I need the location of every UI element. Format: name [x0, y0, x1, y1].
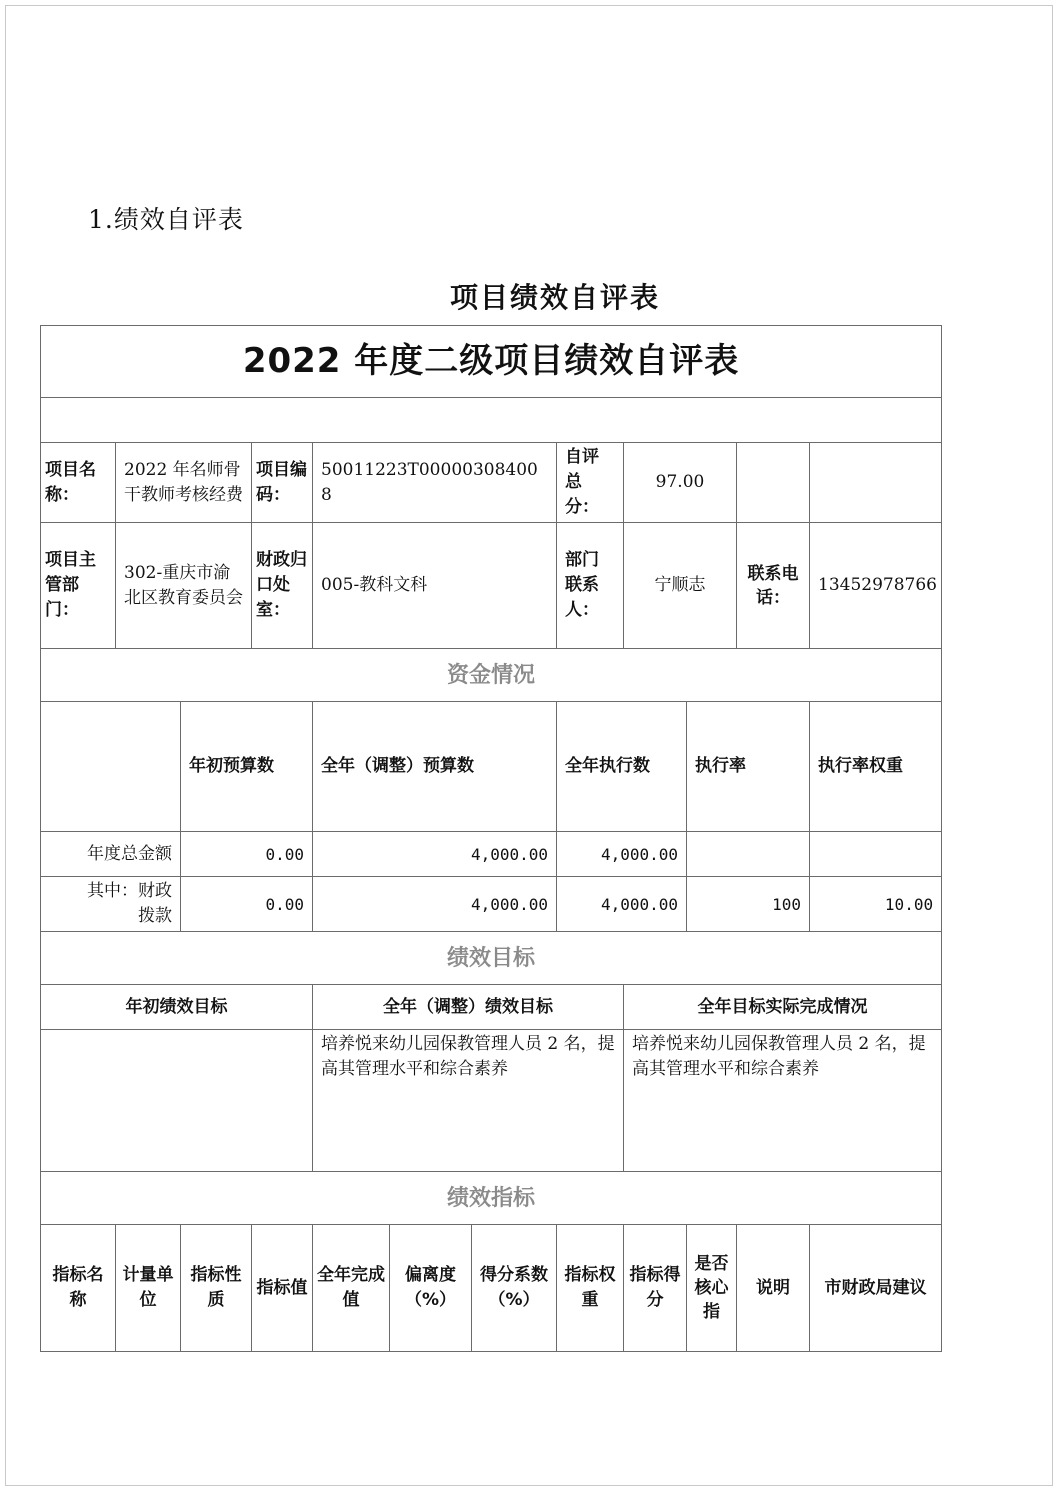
- funds-corner-cell: [41, 702, 181, 832]
- funds-cell: 4,000.00: [557, 832, 687, 877]
- funds-row-label: 其中：财政拨款: [41, 877, 181, 932]
- funds-row: [41, 877, 942, 932]
- funds-cell: 4,000.00: [557, 877, 687, 932]
- goals-header-initial: 年初绩效目标: [41, 985, 313, 1030]
- funds-cell: [810, 832, 942, 877]
- goals-adjusted-value: 培养悦来幼儿园保教管理人员 2 名，提高其管理水平和综合素养: [313, 1030, 624, 1172]
- project-code-value: 50011223T000003084008: [313, 443, 557, 523]
- self-score-value: 97.00: [624, 443, 737, 523]
- indicator-header-deviation: 偏离度（%）: [390, 1225, 472, 1352]
- goals-section-header: 绩效目标: [41, 932, 942, 985]
- phone-value: 13452978766: [810, 523, 942, 649]
- table-title: 2022 年度二级项目绩效自评表: [41, 326, 942, 398]
- contact-value: 宁顺志: [624, 523, 737, 649]
- funds-section-header: 资金情况: [41, 649, 942, 702]
- indicator-header-core: 是否核心指: [687, 1225, 737, 1352]
- goals-initial-value: [41, 1030, 313, 1172]
- funds-cell: [687, 832, 810, 877]
- funds-cell: 100: [687, 877, 810, 932]
- phone-label: 联系电话：: [737, 523, 810, 649]
- self-evaluation-table: [40, 325, 942, 1352]
- contact-label: 部门联系人：: [557, 523, 624, 649]
- blank-row: [41, 398, 942, 443]
- funds-header-initial: 年初预算数: [181, 702, 313, 832]
- funds-row: [41, 832, 942, 877]
- funds-header-adjusted: 全年（调整）预算数: [313, 702, 557, 832]
- funds-cell: 0.00: [181, 832, 313, 877]
- goals-actual-value: 培养悦来幼儿园保教管理人员 2 名，提高其管理水平和综合素养: [624, 1030, 942, 1172]
- indicator-header-target: 指标值: [252, 1225, 313, 1352]
- funds-header-weight: 执行率权重: [810, 702, 942, 832]
- indicator-header-unit: 计量单位: [116, 1225, 181, 1352]
- empty-cell: [737, 443, 810, 523]
- project-name-value: 2022 年名师骨干教师考核经费: [116, 443, 252, 523]
- dept-value: 302-重庆市渝北区教育委员会: [116, 523, 252, 649]
- funds-header-executed: 全年执行数: [557, 702, 687, 832]
- indicator-header-weight: 指标权重: [557, 1225, 624, 1352]
- section-heading: 1.绩效自评表: [88, 205, 244, 234]
- funds-cell: 4,000.00: [313, 877, 557, 932]
- funds-cell: 10.00: [810, 877, 942, 932]
- goals-header-actual: 全年目标实际完成情况: [624, 985, 942, 1030]
- indicator-header-coefficient: 得分系数（%）: [472, 1225, 557, 1352]
- table-subtitle: 项目绩效自评表: [449, 281, 660, 314]
- dept-label: 项目主管部门：: [41, 523, 116, 649]
- indicator-header-nature: 指标性质: [181, 1225, 252, 1352]
- indicator-header-note: 说明: [737, 1225, 810, 1352]
- self-score-label: 自评总分：: [557, 443, 624, 523]
- indicator-header-suggestion: 市财政局建议: [810, 1225, 942, 1352]
- project-code-label: 项目编码：: [252, 443, 313, 523]
- indicator-header-name: 指标名称: [41, 1225, 116, 1352]
- project-name-label: 项目名称：: [41, 443, 116, 523]
- funds-header-rate: 执行率: [687, 702, 810, 832]
- finance-office-label: 财政归口处室：: [252, 523, 313, 649]
- funds-cell: 0.00: [181, 877, 313, 932]
- funds-row-label: 年度总金额: [41, 832, 181, 877]
- finance-office-value: 005-教科文科: [313, 523, 557, 649]
- goals-header-adjusted: 全年（调整）绩效目标: [313, 985, 624, 1030]
- indicators-section-header: 绩效指标: [41, 1172, 942, 1225]
- indicator-header-score: 指标得分: [624, 1225, 687, 1352]
- funds-cell: 4,000.00: [313, 832, 557, 877]
- indicator-header-completed: 全年完成值: [313, 1225, 390, 1352]
- empty-cell: [810, 443, 942, 523]
